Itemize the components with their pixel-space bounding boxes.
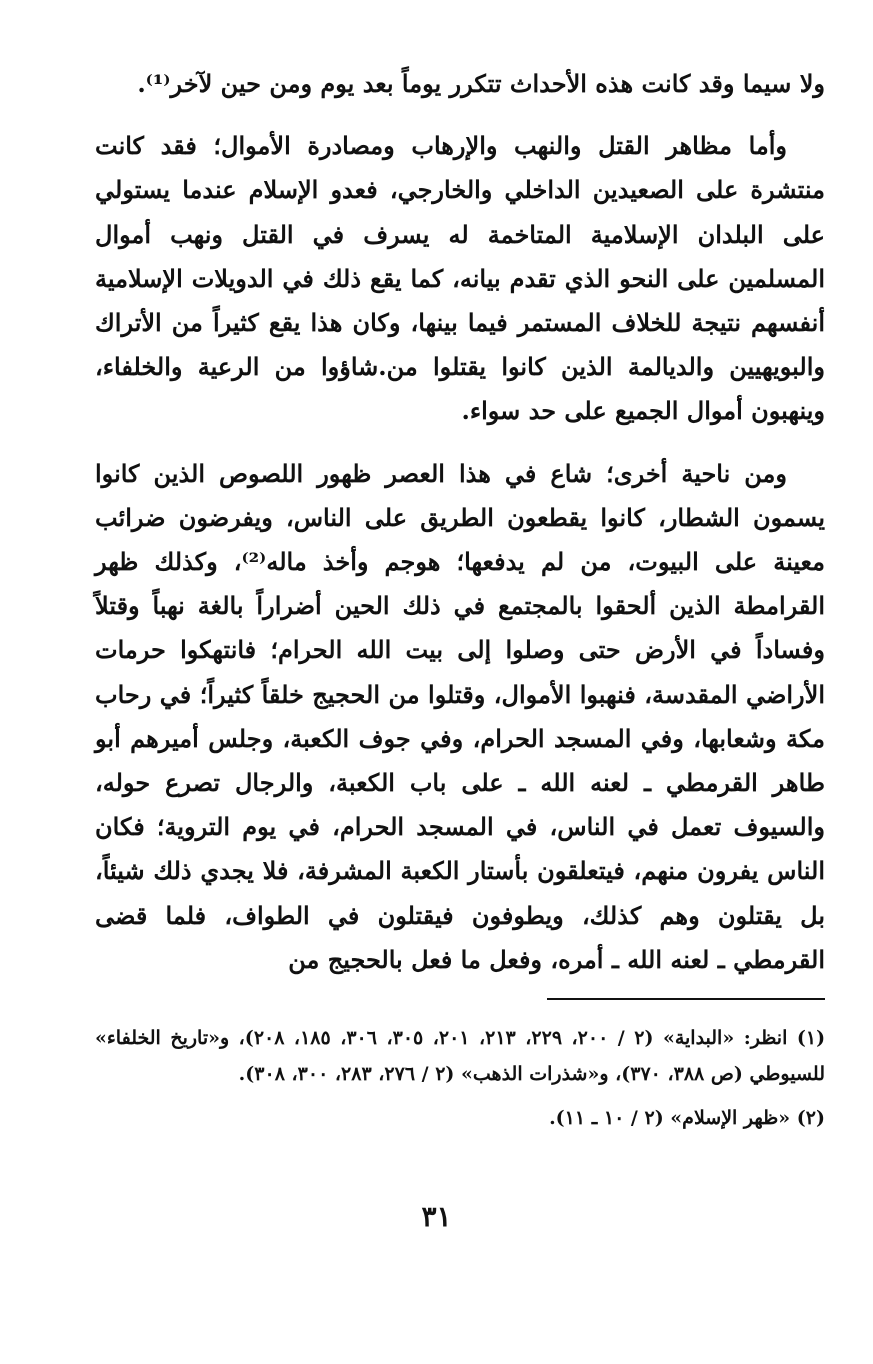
paragraph-3-text: ومن ناحية أخرى؛ شاع في هذا العصر ظهور اللصوص الذين كانوا يسمون الشطار، كانوا يقطعون الطريق على الناس، ويفرضون ضرائب معينة على البيوت، من لم يدفعها؛ هوجم وأخذ ماله⁽²⁾، وكذلك ظهر القرامطة الذين ألحقوا بالمجتمع في ذلك الحين أضراراً بالغة نهباً وقتلاً وفساداً في الأرض حتى وصلوا إلى بيت الله الحرام؛ فانتهكوا حرمات الأراضي المقدسة، فنهبوا الأموال، وقتلوا من الحجيج خلقاً كثيراً؛ في رحاب مكة وشعابها، وفي المسجد الحرام، وفي جوف الكعبة، وجلس أميرهم أبو طاهر القرمطي ـ لعنه الله ـ على باب الكعبة، والرجال تصرع حوله، والسيوف تعمل في الناس، في المسجد الحرام، في يوم التروية؛ فكان الناس يفرون منهم، فيتعلقون بأستار الكعبة المشرفة، فلا يجدي ذلك شيئاً، بل يقتلون وهم كذلك، ويطوفون فيقتلون في الطواف، فلما قضى القرمطي ـ لعنه الله ـ أمره، وفعل ما فعل بالحجيج من: [95, 458, 825, 974]
footnote-2: (٢) «ظهر الإسلام» (٢ / ١٠ ـ ١١).: [549, 1107, 825, 1129]
paragraph-1: [95, 62, 825, 106]
paragraph-2-text: وأما مظاهر القتل والنهب والإرهاب ومصادرة الأموال؛ فقد كانت منتشرة على الصعيدين الداخلي والخارجي، فعدو الإسلام عندما يستولي على البلدان الإسلامية المتاخمة له يسرف في القتل ونهب أموال المسلمين على النحو الذي تقدم بيانه، كما يقع ذلك في الدويلات الإسلامية أنفسهم نتيجة للخلاف المستمر فيما بينها، وكان هذا يقع كثيراً من الأتراك والبويهيين والديالمة الذين كانوا يقتلوا من.شاؤوا من الرعية والخلفاء، وينهبون أموال الجميع على حد سواء.: [95, 131, 825, 426]
footnote-separator: [547, 998, 825, 1000]
footnotes: [95, 1020, 825, 1136]
page-number: ٣١: [421, 1200, 452, 1233]
footnote-1: (١) انظر: «البداية» (٢ / ٢٠٠، ٢٢٩، ٢١٣، ٢٠١، ٣٠٥، ٣٠٦، ١٨٥، ٢٠٨)، و«تاريخ الخلفاء» للسيوطي (ص ٣٨٨، ٣٧٠)، و«شذرات الذهب» (٢ / ٢٧٦، ٢٨٣، ٣٠٠، ٣٠٨).: [95, 1027, 826, 1085]
paragraph-3: [95, 452, 825, 982]
paragraph-2: [95, 124, 825, 433]
main-text: [95, 62, 825, 982]
page-body: [95, 62, 825, 982]
paragraph-1-text: ولا سيما وقد كانت هذه الأحداث تتكرر يوماً بعد يوم ومن حين لآخر⁽¹⁾.: [137, 69, 825, 98]
